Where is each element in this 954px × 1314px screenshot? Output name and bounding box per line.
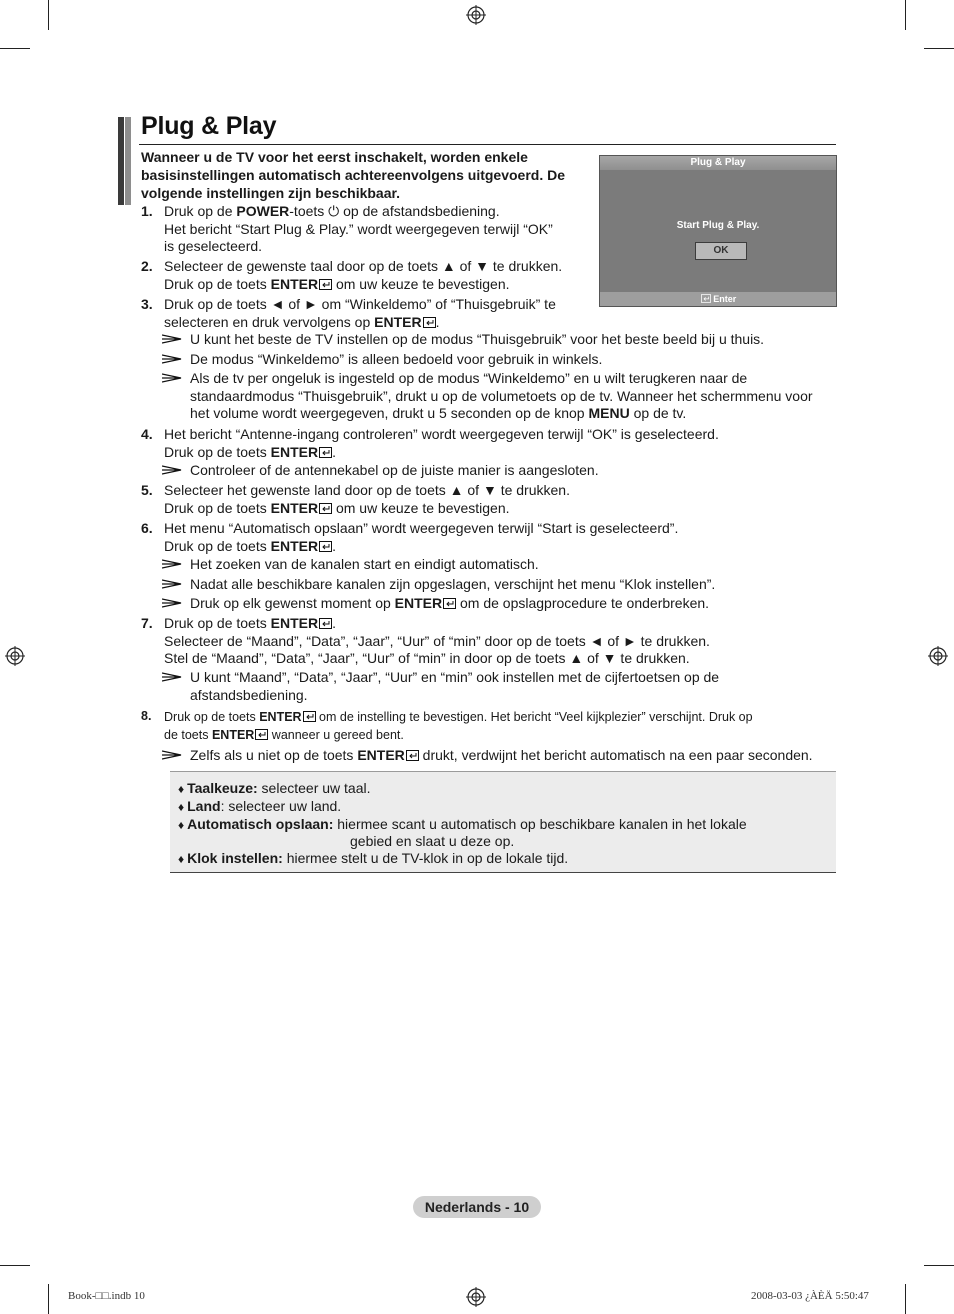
title-divider xyxy=(139,144,836,145)
step-text: Het menu “Automatisch opslaan” wordt weergegeven terwijl “Start is geselecteerd”. Druk op de toets ENTER . xyxy=(164,520,679,554)
step-text: Selecteer de gewenste taal door op de toets ▲ of ▼ te drukken. Druk op de toets ENTER om uw keuze te bevestigen. xyxy=(164,258,563,292)
note-arrow-icon xyxy=(162,373,182,383)
note-text: U kunt “Maand”, “Data”, “Jaar”, “Uur” en “min” ook instellen met de cijfertoetsen op de afstandsbediening. xyxy=(190,669,720,703)
summary-desc: selecteer uw taal. xyxy=(257,780,371,796)
note-text: Controleer of de antennekabel op de juiste manier is aangesloten. xyxy=(190,462,599,478)
enter-icon xyxy=(303,711,316,722)
step-number: 5. xyxy=(141,482,153,498)
crop-mark xyxy=(905,0,906,30)
step-number: 1. xyxy=(141,203,153,219)
note-text: Het zoeken van de kanalen start en eindigt automatisch. xyxy=(190,556,539,572)
step-number: 6. xyxy=(141,520,153,536)
summary-desc: hiermee scant u automatisch op beschikbare kanalen in het lokale xyxy=(333,816,747,832)
note-arrow-icon xyxy=(162,750,182,760)
note-arrow-icon xyxy=(162,672,182,682)
enter-icon xyxy=(406,750,419,761)
key-label: ENTER xyxy=(270,615,319,631)
note-arrow-icon xyxy=(162,334,182,344)
summary-term: Land xyxy=(187,798,221,814)
tv-ok-button: OK xyxy=(695,242,747,260)
tv-footer-label: Enter xyxy=(713,294,737,304)
enter-icon xyxy=(255,729,268,740)
note-arrow-icon xyxy=(162,579,182,589)
key-label: ENTER xyxy=(357,747,405,763)
tv-screen-message: Start Plug & Play. xyxy=(676,220,760,231)
print-slug-left: Book-□□.indb 10 xyxy=(68,1290,145,1302)
crop-mark xyxy=(48,1284,49,1314)
note-arrow-icon xyxy=(162,465,182,475)
step-text: Druk op de toets ◄ of ► om “Winkeldemo” of “Thuisgebruik” te selecteren en druk vervolgens op ENTER . xyxy=(164,296,556,330)
crop-mark xyxy=(924,48,954,49)
note-arrow-icon xyxy=(162,559,182,569)
note-arrow-icon xyxy=(162,354,182,364)
note-text: U kunt het beste de TV instellen op de modus “Thuisgebruik” voor het beste beeld bij u thuis. xyxy=(190,331,765,347)
summary-term: Taalkeuze: xyxy=(187,780,258,796)
note-arrow-icon xyxy=(162,598,182,608)
enter-icon xyxy=(443,598,456,609)
registration-mark-icon xyxy=(466,5,486,25)
key-label: ENTER xyxy=(270,499,319,516)
settings-summary-box xyxy=(170,771,836,873)
enter-icon xyxy=(701,294,711,303)
key-label: ENTER xyxy=(259,710,302,724)
step-number: 3. xyxy=(141,296,153,312)
enter-icon xyxy=(423,317,436,328)
intro-paragraph: Wanneer u de TV voor het eerst inschakelt, worden enkele basisinstellingen automatisch achtereenvolgens uitgevoerd. De volgende instellingen zijn beschikbaar. xyxy=(141,149,566,201)
crop-mark xyxy=(0,1265,30,1266)
step-number: 4. xyxy=(141,426,153,442)
tv-screen-illustration xyxy=(599,155,837,307)
summary-item xyxy=(178,850,568,868)
note-text: Als de tv per ongeluk is ingesteld op de modus “Winkeldemo” en u wilt terugkeren naar de standaardmodus “Thuisgebruik”, drukt u op de volumetoets op de tv. Wanneer het schermmenu voor het volume wordt weergegeven, drukt u 5 seconden op de knop MENU op de tv. xyxy=(190,370,813,421)
registration-mark-icon xyxy=(928,646,948,666)
key-label: MENU xyxy=(588,405,630,421)
note-text: Druk op elk gewenst moment op ENTER om de opslagprocedure te onderbreken. xyxy=(190,595,710,611)
step-number: 7. xyxy=(141,615,153,631)
summary-term: Klok instellen: xyxy=(187,850,283,866)
step-text: Selecteer het gewenste land door op de toets ▲ of ▼ te drukken. Druk op de toets ENTER om uw keuze te bevestigen. xyxy=(164,482,570,516)
enter-icon xyxy=(319,503,332,514)
crop-mark xyxy=(905,1284,906,1314)
diamond-bullet-icon: ♦ xyxy=(178,852,185,866)
crop-mark xyxy=(48,0,49,30)
step-number: 8. xyxy=(141,709,152,723)
summary-item xyxy=(178,816,747,834)
diamond-bullet-icon: ♦ xyxy=(178,800,185,814)
key-label: POWER xyxy=(236,203,290,219)
summary-continuation: gebied en slaat u deze op. xyxy=(350,833,515,849)
note-text: Nadat alle beschikbare kanalen zijn opgeslagen, verschijnt het menu “Klok instellen”. xyxy=(190,576,716,592)
key-label: ENTER xyxy=(394,595,443,611)
enter-icon xyxy=(319,618,332,629)
summary-item xyxy=(178,798,341,816)
enter-icon xyxy=(319,279,332,290)
note-text: Zelfs als u niet op de toets ENTER drukt, verdwijnt het bericht automatisch na een paar seconden. xyxy=(190,747,813,763)
crop-mark xyxy=(924,1265,954,1266)
page-title: Plug & Play xyxy=(141,112,277,140)
key-label: ENTER xyxy=(211,728,255,742)
diamond-bullet-icon: ♦ xyxy=(178,782,185,796)
crop-mark xyxy=(0,48,30,49)
note-text: De modus “Winkeldemo” is alleen bedoeld voor gebruik in winkels. xyxy=(190,351,603,367)
registration-mark-icon xyxy=(466,1287,486,1307)
summary-term: Automatisch opslaan: xyxy=(187,816,334,832)
step-text: Druk op de POWER-toets ⏻ op de afstandsbediening. Het bericht “Start Plug & Play.” wordt weergegeven terwijl “OK” is geselecteerd. xyxy=(164,203,553,254)
summary-desc: hiermee stelt u de TV-klok in op de lokale tijd. xyxy=(282,850,569,866)
step-text: Druk op de toets ENTER . Selecteer de “Maand”, “Data”, “Jaar”, “Uur” of “min” door op de toets ◄ of ► te drukken. Stel de “Maand”, “Data”, “Jaar”, “Uur” of “min” in door op de toets ▲ of ▼ te drukken. xyxy=(164,615,710,666)
key-label: ENTER xyxy=(374,313,422,330)
tv-screen-footer xyxy=(600,292,836,306)
enter-icon xyxy=(319,541,332,552)
diamond-bullet-icon: ♦ xyxy=(178,818,185,832)
key-label: ENTER xyxy=(270,275,319,292)
summary-item xyxy=(178,780,371,798)
summary-desc: : selecteer uw land. xyxy=(220,798,342,814)
key-label: ENTER xyxy=(270,537,319,554)
title-accent-bar xyxy=(118,117,124,205)
step-text: Het bericht “Antenne-ingang controleren” wordt weergegeven terwijl “OK” is geselecteerd. Druk op de toets ENTER . xyxy=(164,426,719,460)
registration-mark-icon xyxy=(5,646,25,666)
step-text: Druk op de toets ENTER om de instelling te bevestigen. Het bericht “Veel kijkplezier” verschijnt. Druk op de toets ENTER wanneer u gereed bent. xyxy=(164,710,753,742)
key-label: ENTER xyxy=(270,443,319,460)
step-number: 2. xyxy=(141,258,153,274)
enter-icon xyxy=(319,447,332,458)
tv-screen-header: Plug & Play xyxy=(600,156,836,170)
title-accent-bar xyxy=(125,117,131,205)
page-number-badge: Nederlands - 10 xyxy=(413,1196,541,1218)
print-slug-right: 2008-03-03 ¿ÀÈÄ 5:50:47 xyxy=(751,1290,869,1302)
